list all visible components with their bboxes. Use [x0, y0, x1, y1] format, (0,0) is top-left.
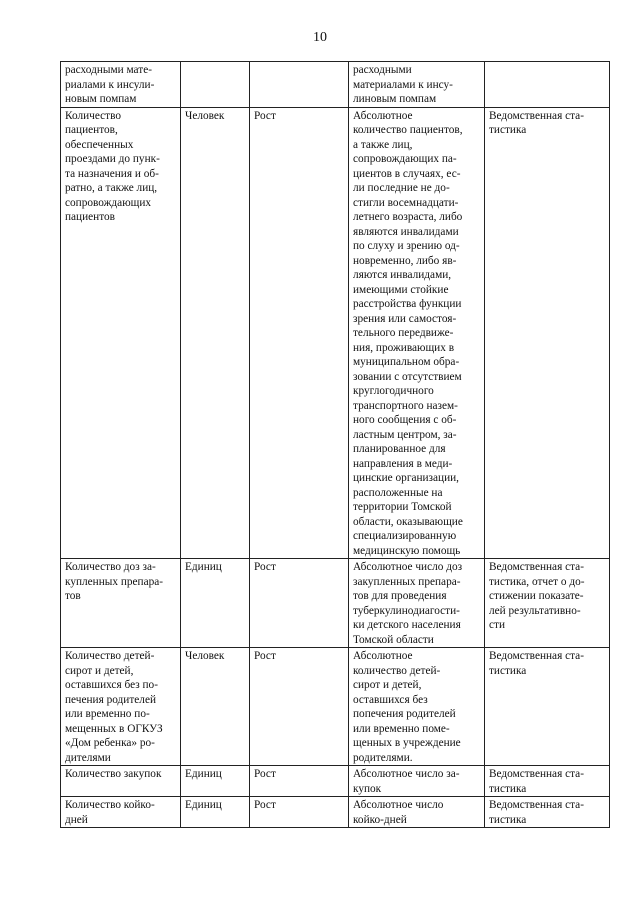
cell-text-line: Человек	[185, 109, 225, 122]
unit-cell	[181, 62, 250, 108]
cell-text-line: купок	[353, 782, 382, 795]
indicator-name-cell	[61, 107, 181, 559]
cell-text-line: та назначения и об-	[65, 167, 159, 180]
source-cell	[485, 648, 610, 766]
unit-cell	[181, 648, 250, 766]
cell-text-line: являются инвалидами	[353, 225, 459, 238]
cell-text-line: Количество детей-	[65, 650, 155, 662]
cell-text-line: Рост	[254, 650, 276, 662]
cell-text-line: медицинскую помощь	[353, 544, 461, 557]
cell-text-line: Ведомственная ста-	[489, 768, 584, 780]
cell-text-line: дней	[65, 813, 88, 826]
cell-text-line: количество детей-	[353, 664, 441, 677]
table-body	[61, 62, 610, 828]
cell-text-line: койко-дней	[353, 813, 407, 826]
cell-text-line: по слуху и зрению од-	[353, 240, 460, 252]
cell-text-line: обеспеченных	[65, 138, 134, 151]
cell-text-line: Единиц	[185, 799, 222, 811]
indicator-name-cell	[61, 797, 181, 828]
trend-cell	[250, 766, 349, 797]
source-cell	[485, 559, 610, 648]
cell-text-line: Абсолютное	[353, 650, 413, 662]
cell-text-line: количество пациентов,	[353, 124, 463, 136]
cell-text-line: Количество	[65, 109, 121, 122]
table-row	[61, 766, 610, 797]
cell-text-line: попечения родителей	[353, 708, 456, 720]
cell-text-line: сирот и детей,	[353, 679, 422, 691]
cell-text-line: стижении показате-	[489, 590, 584, 602]
table-row	[61, 648, 610, 766]
cell-text-line: тистика	[489, 813, 527, 826]
cell-text-line: тов для проведения	[353, 590, 447, 602]
cell-text-line: ратно, а также лиц,	[65, 182, 158, 194]
cell-text-line: имеющими стойкие	[353, 283, 449, 296]
cell-text-line: сопровождающих па-	[353, 153, 457, 165]
definition-cell	[349, 62, 485, 108]
cell-text-line: Ведомственная ста-	[489, 799, 584, 811]
cell-text-line: летнего возраста, либо	[353, 211, 463, 223]
cell-text-line: сти	[489, 619, 505, 631]
cell-text-line: круглогодичного	[353, 385, 434, 397]
cell-text-line: Абсолютное число доз	[353, 561, 463, 573]
cell-text-line: пациентов	[65, 211, 115, 223]
cell-text-line: печения родителей	[65, 693, 156, 706]
definition-cell	[349, 797, 485, 828]
definition-cell	[349, 107, 485, 559]
cell-text-line: лей результативно-	[489, 604, 581, 617]
indicators-table	[60, 61, 610, 828]
trend-cell	[250, 107, 349, 559]
unit-cell	[181, 797, 250, 828]
cell-text-line: Количество койко-	[65, 799, 155, 811]
cell-text-line: или временно по-	[65, 708, 150, 720]
cell-text-line: ного сообщения с об-	[353, 414, 457, 426]
cell-text-line: сопровождающих	[65, 196, 152, 209]
cell-text-line: дителями	[65, 751, 111, 764]
cell-text-line: Абсолютное число за-	[353, 768, 460, 780]
trend-cell	[250, 559, 349, 648]
cell-text-line: Количество доз за-	[65, 561, 156, 573]
source-cell	[485, 62, 610, 108]
unit-cell	[181, 559, 250, 648]
cell-text-line: Ведомственная ста-	[489, 650, 584, 662]
cell-text-line: купленных препара-	[65, 575, 164, 588]
table-row	[61, 559, 610, 648]
cell-text-line: расходными	[353, 64, 412, 76]
cell-text-line: ки детского населения	[353, 619, 461, 631]
definition-cell	[349, 559, 485, 648]
table-row	[61, 797, 610, 828]
cell-text-line: туберкулинодиагости-	[353, 604, 460, 617]
cell-text-line: Томской области	[353, 633, 434, 646]
table-row	[61, 107, 610, 559]
cell-text-line: «Дом ребенка» ро-	[65, 737, 155, 749]
source-cell	[485, 797, 610, 828]
definition-cell	[349, 766, 485, 797]
cell-text-line: новым помпам	[65, 93, 137, 105]
cell-text-line: направления в меди-	[353, 457, 453, 470]
cell-text-line: Человек	[185, 650, 225, 662]
cell-text-line: Единиц	[185, 561, 222, 573]
cell-text-line: оставшихся без	[353, 693, 428, 706]
cell-text-line: ния, проживающих в	[353, 341, 455, 354]
cell-text-line: тистика	[489, 782, 527, 795]
cell-text-line: тистика	[489, 664, 527, 677]
cell-text-line: линовым помпам	[353, 93, 437, 105]
cell-text-line: тельного передвиже-	[353, 327, 454, 339]
cell-text-line: зрения или самостоя-	[353, 312, 457, 325]
source-cell	[485, 766, 610, 797]
cell-text-line: Рост	[254, 109, 276, 122]
cell-text-line: расстройства функции	[353, 298, 462, 310]
cell-text-line: щенных в учреждение	[353, 737, 461, 749]
cell-text-line: риалами к инсули-	[65, 78, 155, 91]
cell-text-line: а также лиц,	[353, 138, 413, 151]
unit-cell	[181, 766, 250, 797]
cell-text-line: зовании с отсутствием	[353, 370, 462, 383]
cell-text-line: Абсолютное число	[353, 799, 444, 811]
cell-text-line: территории Томской	[353, 501, 452, 513]
cell-text-line: ли последние не до-	[353, 182, 450, 194]
trend-cell	[250, 648, 349, 766]
cell-text-line: Рост	[254, 799, 276, 811]
cell-text-line: цинские организации,	[353, 472, 459, 484]
cell-text-line: тистика	[489, 124, 527, 136]
cell-text-line: муниципальном обра-	[353, 356, 460, 368]
unit-cell	[181, 107, 250, 559]
trend-cell	[250, 62, 349, 108]
cell-text-line: стигли восемнадцати-	[353, 196, 459, 209]
cell-text-line: тистика, отчет о до-	[489, 575, 585, 588]
cell-text-line: или временно поме-	[353, 722, 450, 735]
cell-text-line: циентов в случаях, ес-	[353, 167, 461, 180]
table-row	[61, 62, 610, 108]
cell-text-line: проездами до пунк-	[65, 153, 160, 165]
cell-text-line: Ведомственная ста-	[489, 561, 584, 573]
indicator-name-cell	[61, 559, 181, 648]
cell-text-line: оставшихся без по-	[65, 679, 158, 691]
cell-text-line: закупленных препара-	[353, 575, 461, 588]
cell-text-line: Количество закупок	[65, 768, 162, 780]
cell-text-line: специализированную	[353, 530, 457, 542]
cell-text-line: расположенные на	[353, 486, 443, 499]
page-number: 10	[313, 30, 327, 45]
cell-text-line: мещенных в ОГКУЗ	[65, 722, 163, 735]
cell-text-line: планированное для	[353, 443, 446, 455]
indicator-name-cell	[61, 62, 181, 108]
indicator-name-cell	[61, 766, 181, 797]
cell-text-line: сирот и детей,	[65, 664, 134, 677]
cell-text-line: пациентов,	[65, 124, 118, 136]
cell-text-line: тов	[65, 590, 81, 602]
cell-text-line: Рост	[254, 768, 276, 780]
cell-text-line: родителями.	[353, 751, 413, 764]
cell-text-line: Ведомственная ста-	[489, 109, 584, 122]
cell-text-line: расходными мате-	[65, 64, 152, 76]
cell-text-line: Абсолютное	[353, 109, 413, 122]
cell-text-line: Единиц	[185, 768, 222, 780]
source-cell	[485, 107, 610, 559]
definition-cell	[349, 648, 485, 766]
trend-cell	[250, 797, 349, 828]
cell-text-line: ластным центром, за-	[353, 428, 457, 441]
cell-text-line: Рост	[254, 561, 276, 573]
cell-text-line: ляются инвалидами,	[353, 269, 452, 281]
cell-text-line: новременно, либо яв-	[353, 254, 457, 267]
cell-text-line: материалами к инсу-	[353, 78, 453, 91]
cell-text-line: транспортного назем-	[353, 399, 458, 412]
cell-text-line: области, оказывающие	[353, 515, 463, 528]
indicator-name-cell	[61, 648, 181, 766]
